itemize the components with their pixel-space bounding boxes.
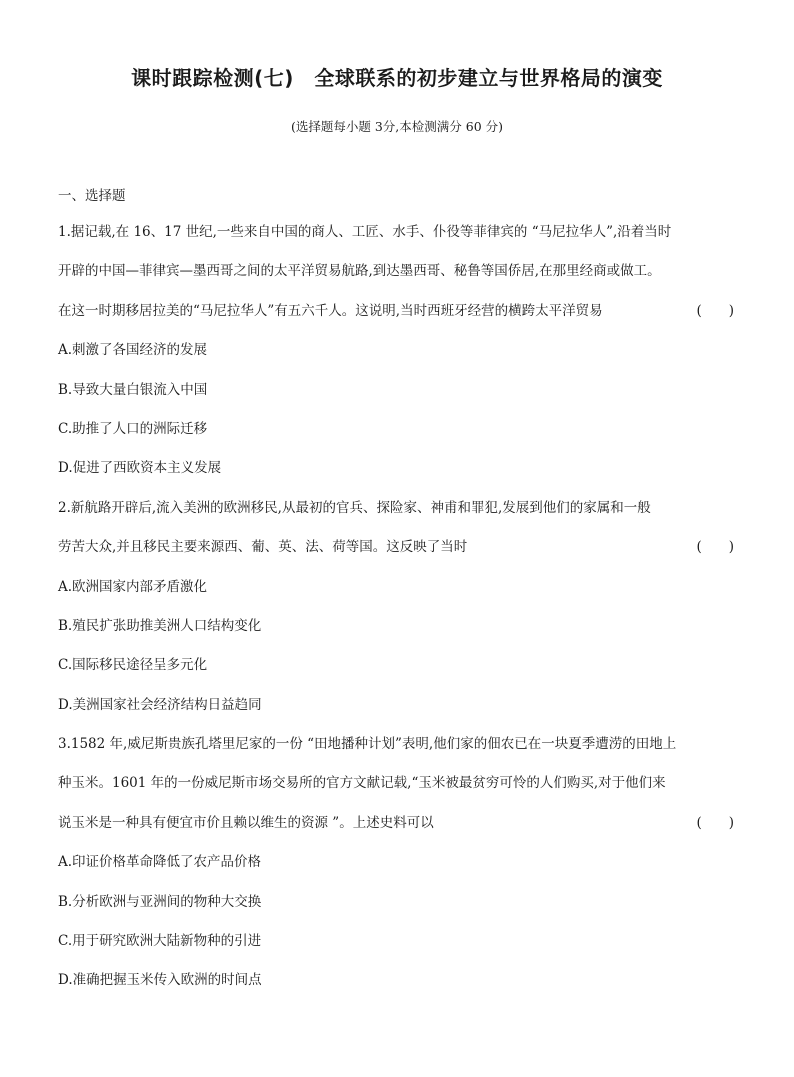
question-3-stem-end: 说玉米是一种具有便宜市价且赖以维生的资源 ”。上述史料可以 — [58, 814, 434, 831]
answer-blank: ( ) — [696, 302, 734, 319]
question-3-line-1: 3.1582 年,威尼斯贵族孔塔里尼家的一份 “田地播种计划”表明,他们家的佃农已在一块夏季遭涝的田地上 — [58, 736, 677, 753]
answer-blank: ( ) — [696, 539, 734, 556]
question-2-line-1: 2.新航路开辟后,流入美洲的欧洲移民,从最初的官兵、探险家、神甫和罪犯,发展到他们的家属和一般 — [58, 499, 651, 516]
question-3-line-3 — [58, 810, 740, 849]
question-3-option-d: D.准确把握玉米传入欧洲的时间点 — [58, 972, 262, 989]
question-1-option-c: C.助推了人口的洲际迁移 — [58, 420, 208, 437]
question-1-line-2: 开辟的中国—菲律宾—墨西哥之间的太平洋贸易航路,到达墨西哥、秘鲁等国侨居,在那里经商或做工。 — [58, 263, 661, 280]
question-3-option-a: A.印证价格革命降低了农产品价格 — [58, 854, 262, 871]
answer-blank: ( ) — [696, 814, 734, 831]
question-1-stem-end: 在这一时期移居拉美的“马尼拉华人”有五六千人。这说明,当时西班牙经营的横跨太平洋贸易 — [58, 302, 603, 319]
question-2-option-c: C.国际移民途径呈多元化 — [58, 657, 208, 674]
page-title: 课时跟踪检测(七) 全球联系的初步建立与世界格局的演变 — [131, 66, 663, 90]
question-2-option-b: B.殖民扩张助推美洲人口结构变化 — [58, 617, 262, 634]
question-3-line-2: 种玉米。1601 年的一份威尼斯市场交易所的官方文献记载,“玉米被最贫穷可怜的人们购买,对于他们来 — [58, 775, 666, 792]
question-2-line-2 — [58, 534, 740, 573]
section-heading: 一、选择题 — [58, 188, 126, 204]
question-1-line-3 — [58, 298, 740, 337]
question-2-stem-end: 劳苦大众,并且移民主要来源西、葡、英、法、荷等国。这反映了当时 — [58, 539, 468, 556]
question-1-option-a: A.刺激了各国经济的发展 — [58, 342, 208, 359]
question-3-option-b: B.分析欧洲与亚洲间的物种大交换 — [58, 893, 262, 910]
question-list — [58, 219, 740, 1007]
question-1-option-d: D.促进了西欧资本主义发展 — [58, 460, 222, 477]
question-2-option-d: D.美洲国家社会经济结构日益趋同 — [58, 696, 262, 713]
page-subtitle: (选择题每小题 3分,本检测满分 60 分) — [290, 119, 503, 134]
question-3-option-c: C.用于研究欧洲大陆新物种的引进 — [58, 933, 262, 950]
question-1-line-1: 1.据记载,在 16、17 世纪,一些来自中国的商人、工匠、水手、仆役等菲律宾的 “马尼拉华人”,沿着当时 — [58, 224, 672, 240]
question-1-option-b: B.导致大量白银流入中国 — [58, 381, 208, 398]
question-2-option-a: A.欧洲国家内部矛盾激化 — [58, 578, 208, 595]
